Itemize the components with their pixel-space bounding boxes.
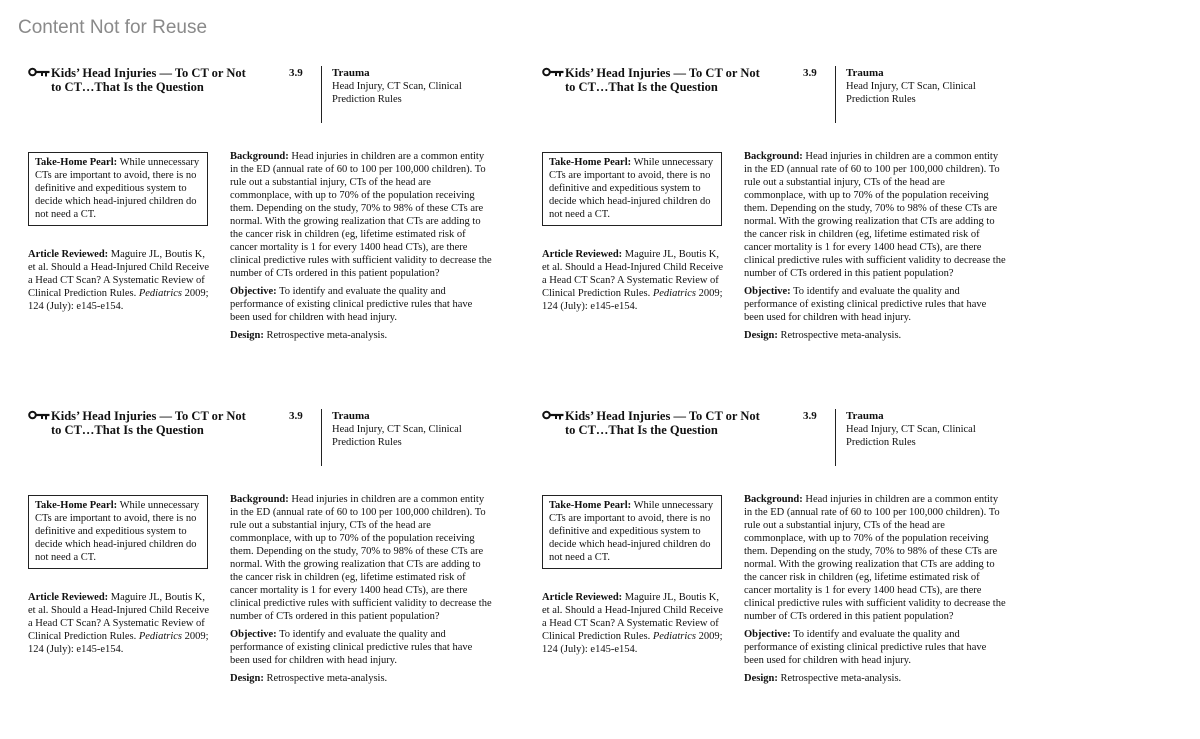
topic-title: Trauma: [332, 410, 370, 422]
article-label: Article Reviewed:: [542, 249, 623, 260]
summary-card: [28, 409, 588, 739]
background-label: Background:: [230, 494, 289, 505]
topic-keywords: Head Injury, CT Scan, Clinical Prediction Rules: [332, 81, 462, 105]
article-reviewed: [28, 248, 210, 313]
pearl-text: While unnecessary CTs are important to avoid, there is no definitive and expeditious system to decide which head-injured children do not need a CT.: [35, 500, 200, 563]
design-label: Design:: [744, 673, 778, 684]
design-text: Retrospective meta-analysis.: [780, 673, 902, 684]
article-reviewed: [542, 591, 724, 656]
design-text: Retrospective meta-analysis.: [780, 330, 902, 341]
objective-paragraph: [230, 628, 492, 667]
topic-keywords: Head Injury, CT Scan, Clinical Prediction Rules: [846, 424, 976, 448]
background-paragraph: [744, 493, 1006, 623]
article-text: Maguire JL, Boutis K, et al. Should a Head-Injured Child Receive a Head CT Scan? A Systematic Review of Clinical Prediction Rules.: [28, 249, 210, 299]
article-text: Maguire JL, Boutis K, et al. Should a Head-Injured Child Receive a Head CT Scan? A Systematic Review of Clinical Prediction Rules.: [542, 249, 724, 299]
card-title: Kids’ Head Injuries — To CT or Not to CT…That Is the Question: [565, 409, 760, 437]
design-text: Retrospective meta-analysis.: [266, 673, 388, 684]
take-home-pearl: [542, 152, 722, 226]
design-paragraph: [744, 672, 1006, 685]
topic-block: [332, 67, 482, 106]
objective-paragraph: [744, 628, 1006, 667]
article-text: Maguire JL, Boutis K, et al. Should a Head-Injured Child Receive a Head CT Scan? A Systematic Review of Clinical Prediction Rules.: [542, 592, 724, 642]
design-label: Design:: [230, 330, 264, 341]
article-citation: 2009; 124 (July): e145-e154.: [542, 631, 723, 655]
article-citation: 2009; 124 (July): e145-e154.: [28, 631, 209, 655]
background-label: Background:: [744, 151, 803, 162]
background-text: Head injuries in children are a common entity in the ED (annual rate of 60 to 100 per 100,000 children). To rule out a substantial injury, CTs of the head are commonplace, with up to 70% of the population receiving them. Depending on the study, 70% to 98% of these CTs are normal. With the growing realization that CTs are adding to the cancer risk in children (eg, lifetime estimated risk of cancer mortality is 1 for every 1400 head CTs), are there clinical predictive rules with sufficient validity to decrease the number of CTs ordered in this patient population?: [230, 494, 492, 622]
summary-body: [230, 150, 492, 347]
background-label: Background:: [230, 151, 289, 162]
article-label: Article Reviewed:: [28, 592, 109, 603]
topic-title: Trauma: [332, 67, 370, 79]
watermark: Content Not for Reuse: [18, 17, 208, 38]
summary-card: [28, 66, 588, 396]
design-label: Design:: [230, 673, 264, 684]
pearl-text: While unnecessary CTs are important to avoid, there is no definitive and expeditious system to decide which head-injured children do not need a CT.: [35, 157, 200, 220]
background-paragraph: [230, 493, 492, 623]
section-number: 3.9: [803, 67, 817, 79]
objective-text: To identify and evaluate the quality and performance of existing clinical predictive rules that have been used for children with head injury.: [744, 286, 987, 323]
card-title: Kids’ Head Injuries — To CT or Not to CT…That Is the Question: [51, 409, 246, 437]
background-label: Background:: [744, 494, 803, 505]
article-reviewed: [542, 248, 724, 313]
objective-paragraph: [230, 285, 492, 324]
pearl-label: Take-Home Pearl:: [549, 157, 632, 168]
article-journal: Pediatrics: [652, 631, 696, 642]
article-journal: Pediatrics: [138, 288, 182, 299]
summary-card: [542, 409, 1102, 739]
card-title: Kids’ Head Injuries — To CT or Not to CT…That Is the Question: [51, 66, 246, 94]
divider: [321, 409, 322, 466]
topic-title: Trauma: [846, 410, 884, 422]
article-label: Article Reviewed:: [28, 249, 109, 260]
topic-title: Trauma: [846, 67, 884, 79]
objective-label: Objective:: [744, 286, 791, 297]
background-text: Head injuries in children are a common entity in the ED (annual rate of 60 to 100 per 100,000 children). To rule out a substantial injury, CTs of the head are commonplace, with up to 70% of the population receiving them. Depending on the study, 70% to 98% of these CTs are normal. With the growing realization that CTs are adding to the cancer risk in children (eg, lifetime estimated risk of cancer mortality is 1 for every 1400 head CTs), are there clinical predictive rules with sufficient validity to decrease the number of CTs ordered in this patient population?: [744, 494, 1006, 622]
design-text: Retrospective meta-analysis.: [266, 330, 388, 341]
divider: [835, 66, 836, 123]
topic-block: [846, 410, 996, 449]
take-home-pearl: [542, 495, 722, 569]
background-paragraph: [230, 150, 492, 280]
background-text: Head injuries in children are a common entity in the ED (annual rate of 60 to 100 per 100,000 children). To rule out a substantial injury, CTs of the head are commonplace, with up to 70% of the population receiving them. Depending on the study, 70% to 98% of these CTs are normal. With the growing realization that CTs are adding to the cancer risk in children (eg, lifetime estimated risk of cancer mortality is 1 for every 1400 head CTs), are there clinical predictive rules with sufficient validity to decrease the number of CTs ordered in this patient population?: [230, 151, 492, 279]
background-paragraph: [744, 150, 1006, 280]
pearl-label: Take-Home Pearl:: [35, 500, 118, 511]
article-journal: Pediatrics: [138, 631, 182, 642]
topic-keywords: Head Injury, CT Scan, Clinical Prediction Rules: [332, 424, 462, 448]
topic-block: [846, 67, 996, 106]
objective-label: Objective:: [744, 629, 791, 640]
article-text: Maguire JL, Boutis K, et al. Should a Head-Injured Child Receive a Head CT Scan? A Systematic Review of Clinical Prediction Rules.: [28, 592, 210, 642]
section-number: 3.9: [289, 410, 303, 422]
summary-body: [230, 493, 492, 690]
card-title: Kids’ Head Injuries — To CT or Not to CT…That Is the Question: [565, 66, 760, 94]
pearl-label: Take-Home Pearl:: [35, 157, 118, 168]
section-number: 3.9: [289, 67, 303, 79]
design-paragraph: [744, 329, 1006, 342]
pearl-label: Take-Home Pearl:: [549, 500, 632, 511]
article-citation: 2009; 124 (July): e145-e154.: [28, 288, 209, 312]
pearl-text: While unnecessary CTs are important to avoid, there is no definitive and expeditious system to decide which head-injured children do not need a CT.: [549, 157, 714, 220]
summary-body: [744, 150, 1006, 347]
topic-block: [332, 410, 482, 449]
design-paragraph: [230, 329, 492, 342]
design-label: Design:: [744, 330, 778, 341]
topic-keywords: Head Injury, CT Scan, Clinical Prediction Rules: [846, 81, 976, 105]
objective-text: To identify and evaluate the quality and performance of existing clinical predictive rules that have been used for children with head injury.: [744, 629, 987, 666]
divider: [321, 66, 322, 123]
article-citation: 2009; 124 (July): e145-e154.: [542, 288, 723, 312]
objective-paragraph: [744, 285, 1006, 324]
summary-card: [542, 66, 1102, 396]
divider: [835, 409, 836, 466]
objective-text: To identify and evaluate the quality and performance of existing clinical predictive rules that have been used for children with head injury.: [230, 629, 473, 666]
take-home-pearl: [28, 495, 208, 569]
background-text: Head injuries in children are a common entity in the ED (annual rate of 60 to 100 per 100,000 children). To rule out a substantial injury, CTs of the head are commonplace, with up to 70% of the population receiving them. Depending on the study, 70% to 98% of these CTs are normal. With the growing realization that CTs are adding to the cancer risk in children (eg, lifetime estimated risk of cancer mortality is 1 for every 1400 head CTs), are there clinical predictive rules with sufficient validity to decrease the number of CTs ordered in this patient population?: [744, 151, 1006, 279]
objective-text: To identify and evaluate the quality and performance of existing clinical predictive rules that have been used for children with head injury.: [230, 286, 473, 323]
take-home-pearl: [28, 152, 208, 226]
article-reviewed: [28, 591, 210, 656]
article-label: Article Reviewed:: [542, 592, 623, 603]
summary-body: [744, 493, 1006, 690]
section-number: 3.9: [803, 410, 817, 422]
article-journal: Pediatrics: [652, 288, 696, 299]
objective-label: Objective:: [230, 629, 277, 640]
pearl-text: While unnecessary CTs are important to avoid, there is no definitive and expeditious system to decide which head-injured children do not need a CT.: [549, 500, 714, 563]
objective-label: Objective:: [230, 286, 277, 297]
design-paragraph: [230, 672, 492, 685]
